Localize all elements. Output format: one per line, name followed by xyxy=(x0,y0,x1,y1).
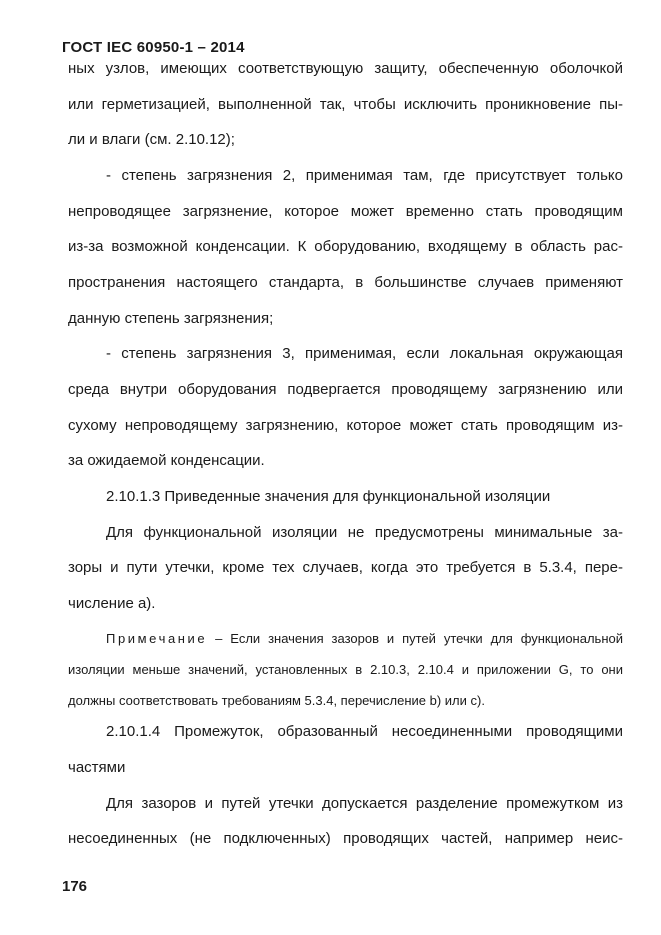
note-line xyxy=(106,630,623,648)
document-header: ГОСТ IEC 60950-1 – 2014 xyxy=(62,39,245,56)
text-line: - степень загрязнения 2, применимая там, где присутствует только xyxy=(106,167,623,184)
page-number: 176 xyxy=(62,878,88,895)
text-line: пространения настоящего стандарта, в большинстве случаев применяют xyxy=(68,274,623,291)
text-line: за ожидаемой конденсации. xyxy=(68,452,265,469)
text-line: или герметизацией, выполненной так, чтобы исключить проникновение пы- xyxy=(68,96,623,113)
section-heading: 2.10.1.4 Промежуток, образованный несоединенными проводящими xyxy=(106,723,623,740)
text-line: зоры и пути утечки, кроме тех случаев, когда это требуется в 5.3.4, пере- xyxy=(68,559,623,576)
text-line: непроводящее загрязнение, которое может временно стать проводящим xyxy=(68,203,623,220)
text-line: числение а). xyxy=(68,595,156,612)
note-line: должны соответствовать требованиям 5.3.4, перечисление b) или с). xyxy=(68,693,485,708)
section-heading: 2.10.1.3 Приведенные значения для функциональной изоляции xyxy=(106,488,551,505)
section-heading-cont: частями xyxy=(68,759,126,776)
text-line: ных узлов, имеющих соответствующую защиту, обеспеченную оболочкой xyxy=(68,60,623,77)
text-line: несоединенных (не подключенных) проводящих частей, например неис- xyxy=(68,830,623,847)
text-line: ли и влаги (см. 2.10.12); xyxy=(68,131,235,148)
note-text: – Если значения зазоров и путей утечки для функциональной xyxy=(207,631,623,646)
text-line: данную степень загрязнения; xyxy=(68,310,274,327)
note-label: Примечание xyxy=(106,631,208,646)
text-line: из-за возможной конденсации. К оборудованию, входящему в область рас- xyxy=(68,238,623,255)
note-line: изоляции меньше значений, установленных в 2.10.3, 2.10.4 и приложении G, то они xyxy=(68,662,623,677)
text-line: Для зазоров и путей утечки допускается разделение промежутком из xyxy=(106,795,623,812)
text-line: среда внутри оборудования подвергается проводящему загрязнению или xyxy=(68,381,623,398)
text-line: Для функциональной изоляции не предусмотрены минимальные за- xyxy=(106,524,623,541)
text-line: сухому непроводящему загрязнению, которое может стать проводящим из- xyxy=(68,417,623,434)
text-line: - степень загрязнения 3, применимая, если локальная окружающая xyxy=(106,345,623,362)
